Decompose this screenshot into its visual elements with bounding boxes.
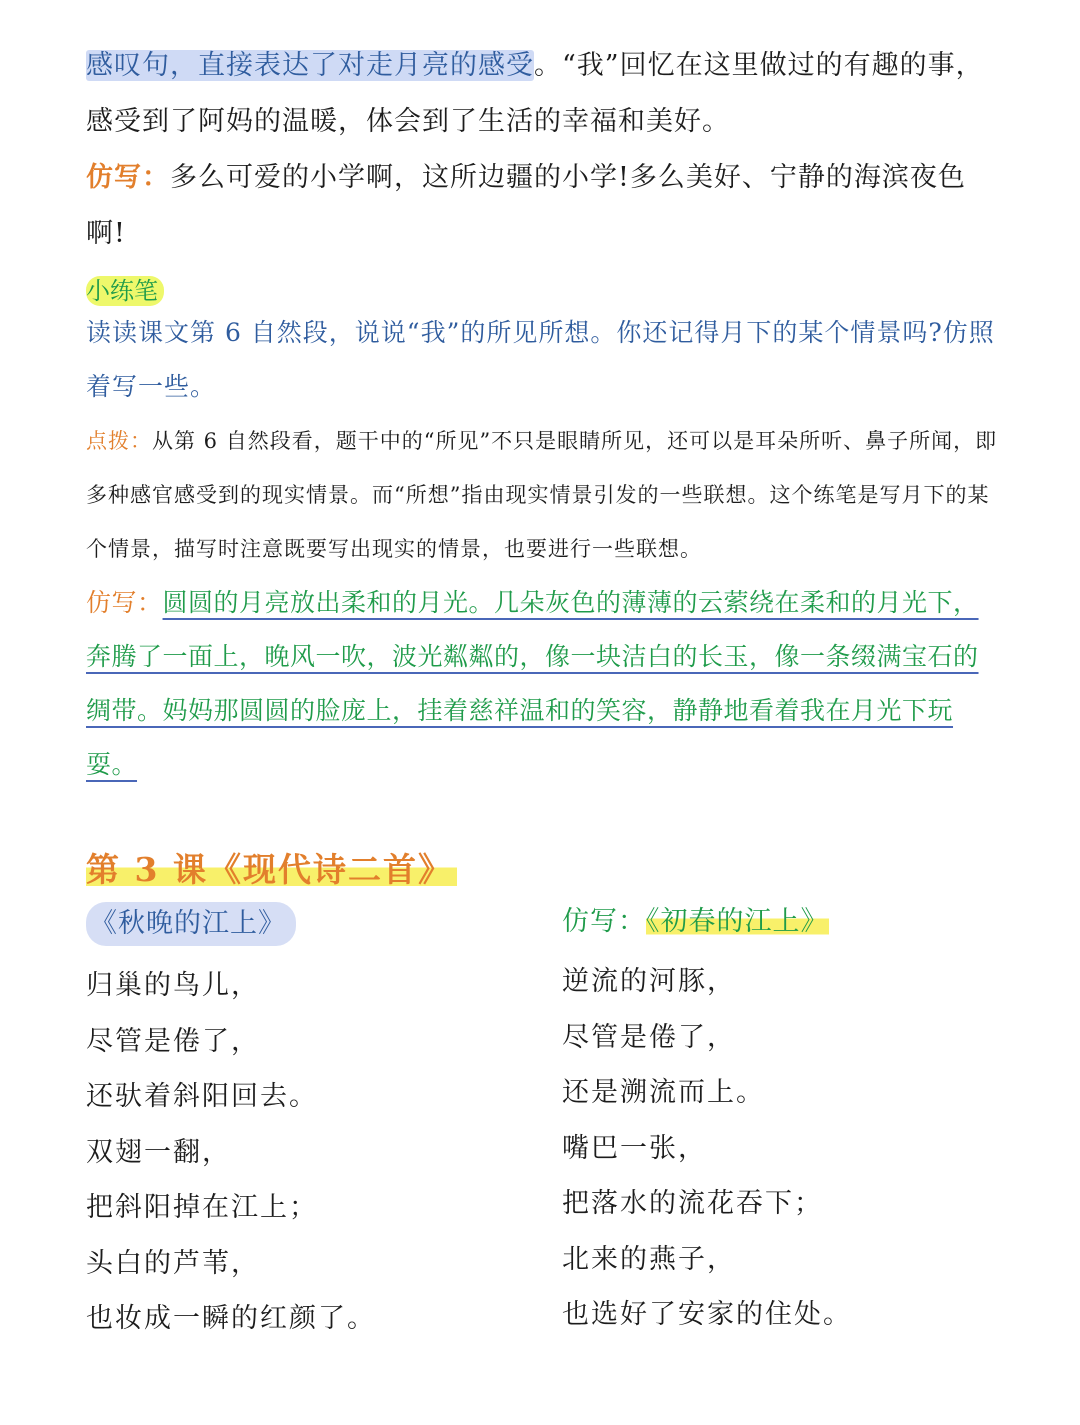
document-page [86, 38, 998, 1334]
poem-original-title-row [86, 902, 546, 946]
poem-imitation-title: 《初春的江上》 [646, 906, 829, 937]
poem-line: 归巢的鸟儿， [86, 970, 260, 1001]
lesson-heading [86, 848, 998, 892]
poem-imitation-title-row [562, 902, 1002, 942]
intro-highlight: 感叹句，直接表达了对走月亮的感受 [86, 50, 534, 81]
tip-text: 从第 6 自然段看，题干中的“所见”不只是眼睛所见，还可以是耳朵所听、鼻子所闻，即多种感官感受到的现实情景。而“所想”指由现实情景引发的一些联想。这个练笔是写月下的某个情景，描写时注意既要写出现实的情景，也要进行一些联想。 [86, 429, 998, 561]
imitation-text-2: 圆圆的月亮放出柔和的月光。几朵灰色的薄薄的云萦绕在柔和的月光下，奔腾了一面上，晚风一吹，波光粼粼的，像一块洁白的长玉，像一条缀满宝石的绸带。妈妈那圆圆的脸庞上，挂着慈祥温和的笑容，静静地看着我在月光下玩耍。 [86, 588, 979, 779]
poem-line: 还是溯流而上。 [562, 1077, 765, 1108]
intro-rest: 。“我”回忆在这里做过的有趣的事，感受到了阿妈的温暖，体会到了生活的幸福和美好。 [86, 50, 984, 137]
lesson-title: 第 3 课《现代诗二首》 [86, 850, 457, 889]
imitation-colon-1: ： [142, 162, 170, 193]
practice-question: 读读课文第 6 自然段，说说“我”的所见所想。你还记得月下的某个情景吗?仿照着写一些。 [86, 318, 995, 401]
poem-imitation [562, 902, 1002, 1343]
imitation-label-2: 仿写 [86, 588, 138, 617]
imitation-label-1: 仿写 [86, 162, 142, 193]
poem-line: 尽管是倦了， [86, 1025, 260, 1057]
poem-imitation-label: 仿写： [562, 906, 646, 937]
imitation-colon-2: ： [137, 588, 163, 617]
imitation-paragraph-2 [86, 576, 998, 792]
poem-original [86, 902, 546, 1347]
intro-paragraph [86, 38, 998, 150]
poem-line: 逆流的河豚， [562, 966, 736, 997]
poem-line: 也妆成一瞬的红颜了。 [86, 1303, 376, 1334]
poem-line: 也选好了安家的住处。 [562, 1299, 852, 1330]
poem-line: 北来的燕子， [562, 1243, 736, 1275]
poem-line: 还驮着斜阳回去。 [86, 1081, 318, 1112]
tip-label: 点拨 [86, 429, 130, 453]
tip-colon: ： [130, 429, 152, 453]
poem-line: 嘴巴一张， [562, 1132, 707, 1164]
tip-paragraph [86, 414, 998, 576]
practice-badge: 小练笔 [86, 276, 164, 306]
imitation-text-1: 多么可爱的小学啊，这所边疆的小学!多么美好、宁静的海滨夜色啊! [86, 162, 966, 249]
poem-line: 把落水的流花吞下； [562, 1188, 823, 1219]
poem-line: 双翅一翻， [86, 1136, 231, 1168]
poems-section [86, 902, 998, 1334]
poem-original-title: 《秋晚的江上》 [86, 902, 296, 946]
poem-line: 尽管是倦了， [562, 1021, 736, 1053]
poem-line: 把斜阳掉在江上； [86, 1192, 318, 1223]
imitation-paragraph-1 [86, 150, 998, 262]
poem-line: 头白的芦苇， [86, 1247, 260, 1279]
